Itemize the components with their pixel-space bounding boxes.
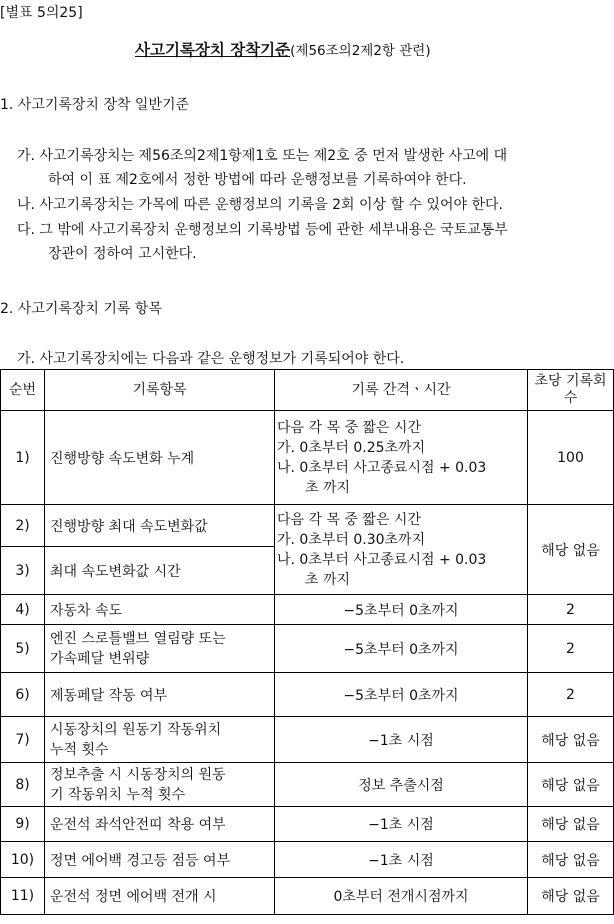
table-row — [1, 878, 614, 915]
row-interval: −1초 시점 — [275, 842, 528, 878]
row-item: 정면 에어백 경고등 점등 여부 — [45, 842, 275, 878]
row-no: 9) — [1, 807, 45, 842]
table-row — [1, 411, 614, 505]
annex-label: [별표 5의25] — [0, 5, 83, 21]
row-item: 진행방향 속도변화 누계 — [45, 411, 275, 505]
row-item: 최대 속도변화값 시간 — [45, 547, 275, 595]
row-interval — [275, 505, 528, 595]
row-no: 5) — [1, 625, 45, 673]
item-line: 엔진 스로틀밸브 열림량 또는 — [50, 630, 226, 647]
interval-line: 나. 0초부터 사고종료시점 + 0.03 — [277, 459, 487, 476]
row-item — [45, 625, 275, 673]
table-row — [1, 673, 614, 717]
item-line: 누적 횟수 — [50, 741, 109, 758]
row-interval: −1초 시점 — [275, 717, 528, 763]
title-subtitle: (제56조의2제2항 관련) — [290, 43, 431, 59]
item-da-line1: 다. 그 밖에 사고기록장치 운행정보의 기록방법 등에 관한 세부내용은 국토교통부 — [17, 222, 508, 238]
interval-line: 다음 각 목 중 짧은 시간 — [277, 511, 421, 528]
row-no: 4) — [1, 595, 45, 625]
row-rate: 2 — [528, 673, 614, 717]
row-interval: −1초 시점 — [275, 807, 528, 842]
table-row — [1, 505, 614, 547]
row-rate: 2 — [528, 625, 614, 673]
row-no: 8) — [1, 763, 45, 807]
row-rate: 해당 없음 — [528, 505, 614, 595]
row-interval — [275, 411, 528, 505]
row-interval: 0초부터 전개시점까지 — [275, 878, 528, 915]
section-1-item-ga — [17, 144, 507, 192]
row-rate: 해당 없음 — [528, 807, 614, 842]
row-rate: 100 — [528, 411, 614, 505]
interval-line: 다음 각 목 중 짧은 시간 — [277, 419, 421, 436]
interval-line: 가. 0초부터 0.30초까지 — [277, 531, 426, 548]
row-item: 제동페달 작동 여부 — [45, 673, 275, 717]
row-no: 11) — [1, 878, 45, 915]
item-ga-line1: 가. 사고기록장치는 제56조의2제1항제1호 또는 제2호 중 먼저 발생한 사고에 대 — [17, 148, 508, 164]
row-no: 1) — [1, 411, 45, 505]
row-interval: −5초부터 0초까지 — [275, 595, 528, 625]
section-2-intro: 가. 사고기록장치에는 다음과 같은 운행정보가 기록되어야 한다. — [17, 351, 405, 367]
header-rate-line2: 수 — [563, 390, 578, 406]
section-1-heading: 1. 사고기록장치 장착 일반기준 — [0, 97, 189, 113]
header-item: 기록항목 — [45, 370, 275, 411]
interval-line: 가. 0초부터 0.25초까지 — [277, 439, 426, 456]
row-interval: 정보 추출시점 — [275, 763, 528, 807]
row-item — [45, 717, 275, 763]
item-line: 가속페달 변위량 — [50, 650, 150, 667]
section-2-heading: 2. 사고기록장치 기록 항목 — [0, 301, 162, 317]
title-main: 사고기록장치 장착기준 — [135, 41, 291, 59]
row-no: 7) — [1, 717, 45, 763]
header-interval: 기록 간격ㆍ시간 — [275, 370, 528, 411]
item-line: 시동장치의 원동기 작동위치 — [50, 721, 222, 738]
row-no: 6) — [1, 673, 45, 717]
item-line: 정보추출 시 시동장치의 원동 — [50, 766, 226, 783]
row-rate: 해당 없음 — [528, 878, 614, 915]
item-na-line1: 나. 사고기록장치는 가목에 따른 운행정보의 기록을 2회 이상 할 수 있어야 한다. — [17, 197, 504, 213]
section-1-item-da — [17, 218, 508, 266]
interval-line: 초 까지 — [305, 479, 351, 496]
row-interval: −5초부터 0초까지 — [275, 673, 528, 717]
item-line: 기 작동위치 누적 횟수 — [50, 786, 186, 803]
row-no: 10) — [1, 842, 45, 878]
table-row — [1, 717, 614, 763]
row-item: 운전석 정면 에어백 전개 시 — [45, 878, 275, 915]
item-ga-line2: 하여 이 표 제2호에서 정한 방법에 따라 운행정보를 기록하여야 한다. — [48, 172, 467, 188]
row-item: 진행방향 최대 속도변화값 — [45, 505, 275, 547]
table-header-row — [1, 370, 614, 411]
table-row — [1, 807, 614, 842]
item-da-line2: 장관이 정하여 고시한다. — [48, 246, 197, 262]
row-rate: 해당 없음 — [528, 842, 614, 878]
row-item: 자동차 속도 — [45, 595, 275, 625]
table-row — [1, 763, 614, 807]
header-rate — [528, 370, 614, 411]
row-rate: 2 — [528, 595, 614, 625]
row-rate: 해당 없음 — [528, 763, 614, 807]
row-no: 2) — [1, 505, 45, 547]
header-rate-line1: 초당 기록회 — [534, 373, 607, 389]
row-item: 운전석 좌석안전띠 착용 여부 — [45, 807, 275, 842]
row-item — [45, 763, 275, 807]
row-no: 3) — [1, 547, 45, 595]
table-row — [1, 842, 614, 878]
table-row — [1, 625, 614, 673]
row-interval: −5초부터 0초까지 — [275, 625, 528, 673]
interval-line: 초 까지 — [305, 571, 351, 588]
document-title — [135, 38, 431, 60]
section-1-item-na — [17, 193, 503, 217]
interval-line: 나. 0초부터 사고종료시점 + 0.03 — [277, 551, 487, 568]
record-items-table — [0, 369, 614, 915]
row-rate: 해당 없음 — [528, 717, 614, 763]
table-row — [1, 595, 614, 625]
header-no: 순번 — [1, 370, 45, 411]
